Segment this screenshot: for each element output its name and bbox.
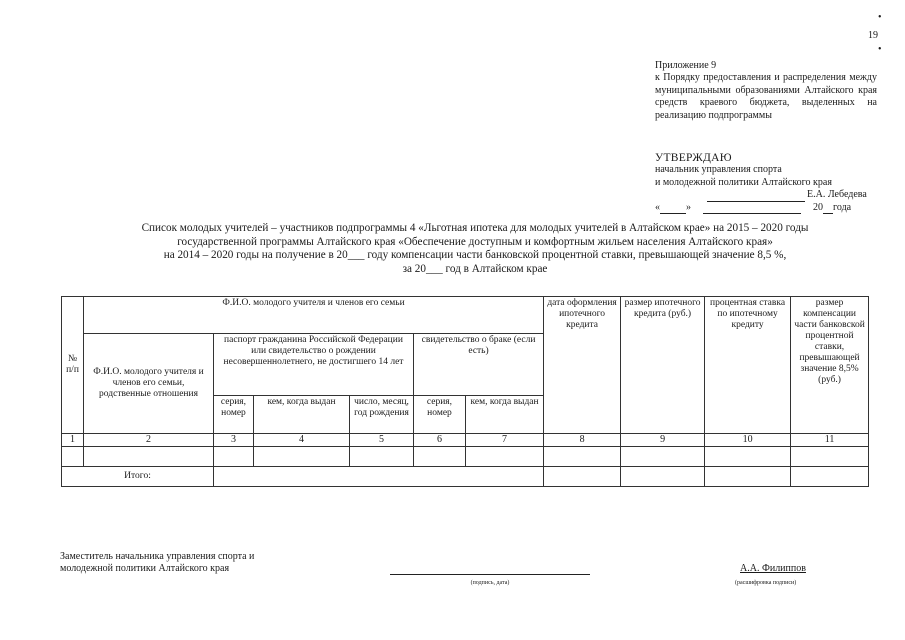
table-cell (254, 447, 350, 467)
table-cell (621, 447, 705, 467)
mark-dot: • (878, 12, 882, 23)
table-cell (214, 467, 544, 487)
year-prefix: 20 (813, 201, 823, 213)
header-loan-date: дата оформления ипотечного кредита (544, 297, 621, 434)
header-marriage-series: серия, номер (414, 396, 466, 434)
approval-line1: начальник управления спорта (655, 164, 782, 176)
table-cell (350, 447, 414, 467)
col-number: 7 (466, 434, 544, 447)
table-cell (214, 447, 254, 467)
page-number: 19 (868, 30, 878, 41)
col-number: 10 (705, 434, 791, 447)
year-suffix: года (833, 201, 852, 213)
col-number: 4 (254, 434, 350, 447)
table-cell (466, 447, 544, 467)
signature-caption: (подпись, дата) (470, 580, 510, 586)
col-number: 3 (214, 434, 254, 447)
title-line4: за 20___ год в Алтайском крае (402, 262, 548, 275)
col-number: 6 (414, 434, 466, 447)
total-label: Итого: (62, 467, 214, 487)
date-close-quote: » (686, 201, 691, 213)
signature-blank (707, 192, 805, 202)
approval-block (655, 152, 877, 214)
approval-line2: и молодежной политики Алтайского края (655, 176, 832, 188)
table-cell (544, 467, 621, 487)
table-cell (791, 467, 869, 487)
date-open-quote: « (655, 201, 660, 213)
participants-table (61, 296, 869, 487)
mark-dot: • (878, 44, 882, 55)
col-number: 8 (544, 434, 621, 447)
header-no: № п/п (62, 297, 84, 434)
header-birth-date: число, месяц, год рождения (350, 396, 414, 434)
col-number: 1 (62, 434, 84, 447)
header-passport-issued: кем, когда выдан (254, 396, 350, 434)
header-passport-group: паспорт гражданина Российской Федерации или свидетельство о рождении несовершеннолетнего, не достигшего 14 лет (214, 334, 414, 396)
approval-signature-line (655, 189, 877, 201)
appendix-title: Приложение 9 (655, 60, 717, 71)
approval-heading: УТВЕРЖДАЮ (655, 152, 732, 164)
year-blank (823, 204, 833, 214)
table-cell (621, 467, 705, 487)
header-passport-series: серия, номер (214, 396, 254, 434)
table-cell (62, 447, 84, 467)
column-numbers-row (62, 434, 869, 447)
approval-date-line (655, 202, 877, 214)
appendix-block (655, 60, 877, 122)
table-cell (705, 447, 791, 467)
table-cell (544, 447, 621, 467)
title-line3: на 2014 – 2020 годы на получение в 20___ году компенсации части банковской процентной ставки, превышающей значение 8,5 %, (163, 249, 787, 261)
document-title (60, 222, 890, 276)
appendix-text: к Порядку предоставления и распределения между муниципальными образованиями Алтайского края средств краевого бюджета, выделенных на реализацию подпрограммы (655, 72, 877, 121)
title-line1: Список молодых учителей – участников подпрограммы 4 «Льготная ипотека для молодых учителей в Алтайском крае» на 2015 – 2020 годы (141, 222, 809, 234)
total-row (62, 467, 869, 487)
table-row (62, 447, 869, 467)
header-compensation: размер компенсации части банковской процентной ставки, превышающей значение 8,5% (руб.) (791, 297, 869, 434)
table-cell (84, 447, 214, 467)
footer-name-caption: (расшифровка подписи) (735, 580, 797, 586)
table-cell (414, 447, 466, 467)
footer-position-line1: Заместитель начальника управления спорта и (60, 551, 255, 562)
col-number: 11 (791, 434, 869, 447)
footer-position (60, 551, 254, 575)
table-cell (791, 447, 869, 467)
signature-line (390, 574, 590, 575)
footer-name: А.А. Филиппов (740, 563, 806, 574)
day-blank (660, 204, 686, 214)
header-fio: Ф.И.О. молодого учителя и членов его семьи, родственные отношения (84, 334, 214, 434)
title-line2: государственной программы Алтайского края «Обеспечение доступным и комфортным жильем населения Алтайского края» (177, 235, 773, 248)
approval-signer: Е.А. Лебедева (807, 189, 867, 201)
header-fio-group: Ф.И.О. молодого учителя и членов его семьи (84, 297, 544, 334)
col-number: 9 (621, 434, 705, 447)
col-number: 5 (350, 434, 414, 447)
header-marriage-group: свидетельство о браке (если есть) (414, 334, 544, 396)
header-marriage-issued: кем, когда выдан (466, 396, 544, 434)
table-cell (705, 467, 791, 487)
col-number: 2 (84, 434, 214, 447)
month-blank (703, 204, 801, 214)
header-rate: процентная ставка по ипотечному кредиту (705, 297, 791, 434)
header-loan-amount: размер ипотечного кредита (руб.) (621, 297, 705, 434)
footer-position-line2: молодежной политики Алтайского края (60, 563, 230, 574)
